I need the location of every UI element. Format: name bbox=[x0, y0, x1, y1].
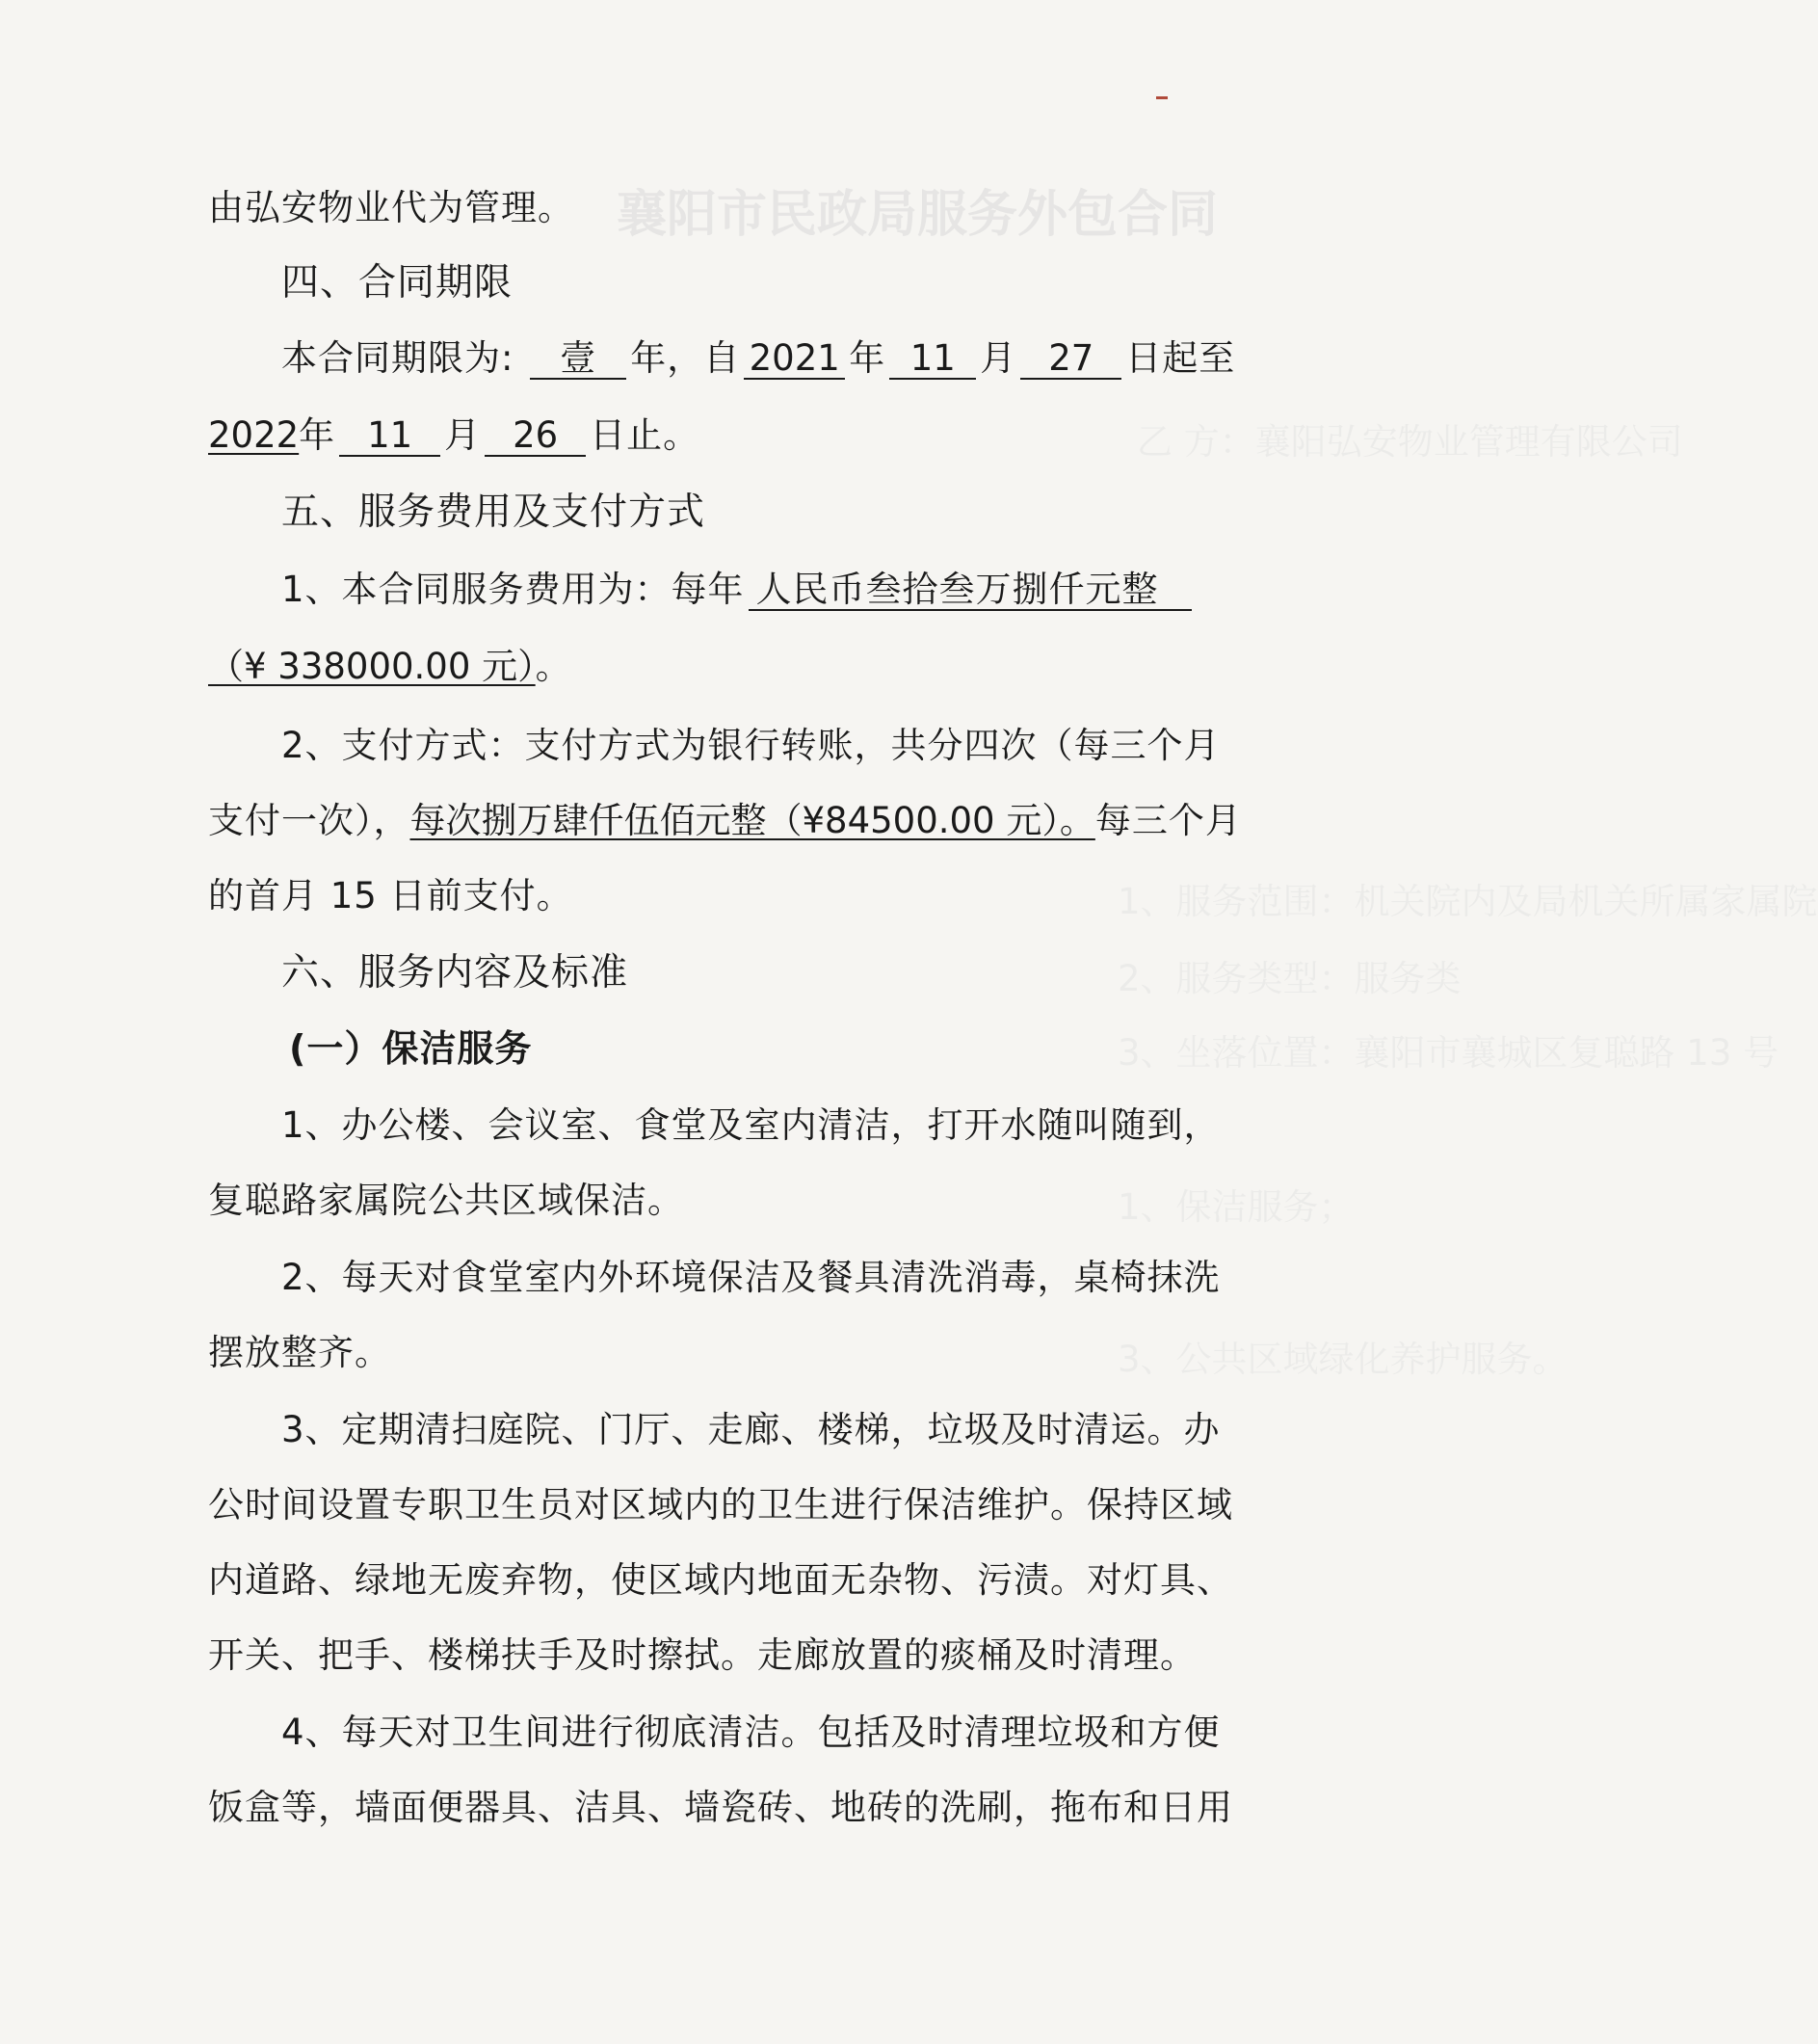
clause-3-line-3: 内道路、绿地无废弃物，使区域内地面无杂物、污渍。对灯具、 bbox=[208, 1559, 1233, 1601]
end-year-unit: 年 bbox=[299, 414, 336, 456]
end-month-field: 11 bbox=[339, 416, 440, 457]
payment-line-2-post: 每三个月 bbox=[1094, 800, 1242, 841]
clause-3-line-4: 开关、把手、楼梯扶手及时擦拭。走廊放置的痰桶及时清理。 bbox=[208, 1634, 1197, 1676]
term-year-word: 年，自 bbox=[630, 337, 741, 379]
fee-line-1 bbox=[281, 569, 1312, 611]
clause-3-line-2: 公时间设置专职卫生员对区域内的卫生进行保洁维护。保持区域 bbox=[208, 1484, 1233, 1526]
show-through-c3: 3、公共区域绿化养护服务。 bbox=[1118, 1339, 1568, 1380]
start-month-field: 11 bbox=[889, 339, 976, 380]
end-day-unit: 日止。 bbox=[590, 414, 700, 456]
start-day-unit: 日起至 bbox=[1125, 337, 1236, 379]
fee-suffix: 。 bbox=[535, 646, 572, 687]
show-through-item1: 1、服务范围：机关院内及局机关所属家属院 bbox=[1118, 881, 1818, 922]
payment-line-1: 2、支付方式：支付方式为银行转账，共分四次（每三个月 bbox=[281, 725, 1221, 766]
show-through-title: 襄阳市民政局服务外包合同 bbox=[617, 186, 1219, 244]
payment-line-3: 的首月 15 日前支付。 bbox=[208, 875, 573, 916]
term-line-1 bbox=[281, 337, 1312, 380]
term-years-field: 壹 bbox=[530, 339, 626, 380]
fee-line-2 bbox=[208, 646, 1239, 688]
subheading-cleaning: (一）保洁服务 bbox=[289, 1027, 533, 1070]
fee-prefix: 1、本合同服务费用为：每年 bbox=[281, 569, 745, 610]
start-year-field: 2021 bbox=[744, 339, 845, 380]
paragraph-continuation: 由弘安物业代为管理。 bbox=[208, 187, 574, 228]
fee-words-field: 人民币叁拾叁万捌仟元整 bbox=[749, 571, 1192, 611]
show-through-item3: 3、坐落位置：襄阳市襄城区复聪路 13 号 bbox=[1118, 1032, 1779, 1074]
clause-4-line-2: 饭盒等，墙面便器具、洁具、墙瓷砖、地砖的洗刷，拖布和日用 bbox=[208, 1787, 1233, 1828]
end-year-field: 2022 bbox=[208, 414, 300, 456]
clause-3-line-1: 3、定期清扫庭院、门厅、走廊、楼梯，垃圾及时清运。办 bbox=[281, 1409, 1221, 1450]
clause-4-line-1: 4、每天对卫生间进行彻底清洁。包括及时清理垃圾和方便 bbox=[281, 1712, 1221, 1753]
payment-line-2 bbox=[208, 800, 1242, 842]
term-prefix: 本合同期限为: bbox=[281, 337, 514, 379]
show-through-party-b: 乙 方：襄阳弘安物业管理有限公司 bbox=[1137, 421, 1683, 463]
show-through-item2: 2、服务类型：服务类 bbox=[1118, 958, 1462, 999]
term-line-2 bbox=[208, 414, 1239, 457]
heading-service-content: 六、服务内容及标准 bbox=[281, 951, 629, 995]
heading-contract-term: 四、合同期限 bbox=[281, 261, 514, 305]
end-month-unit: 月 bbox=[444, 414, 482, 456]
scan-mark bbox=[1156, 96, 1168, 99]
payment-line-2-pre: 支付一次）， bbox=[208, 800, 410, 841]
show-through-c1: 1、保洁服务； bbox=[1118, 1186, 1355, 1228]
start-day-field: 27 bbox=[1020, 339, 1121, 380]
heading-fees-payment: 五、服务费用及支付方式 bbox=[281, 491, 706, 534]
clause-1-line-2: 复聪路家属院公共区域保洁。 bbox=[208, 1180, 684, 1221]
clause-2-line-2: 摆放整齐。 bbox=[208, 1332, 391, 1373]
fee-number-field: （¥ 338000.00 元） bbox=[208, 646, 536, 687]
end-day-field: 26 bbox=[485, 416, 586, 457]
start-year-unit: 年 bbox=[849, 337, 886, 379]
clause-1-line-1: 1、办公楼、会议室、食堂及室内清洁，打开水随叫随到， bbox=[281, 1104, 1221, 1146]
clause-2-line-1: 2、每天对食堂室内外环境保洁及餐具清洗消毒，桌椅抹洗 bbox=[281, 1257, 1221, 1298]
start-month-unit: 月 bbox=[980, 337, 1017, 379]
payment-installment-amount: 每次捌万肆仟伍佰元整（¥84500.00 元）。 bbox=[409, 800, 1095, 841]
